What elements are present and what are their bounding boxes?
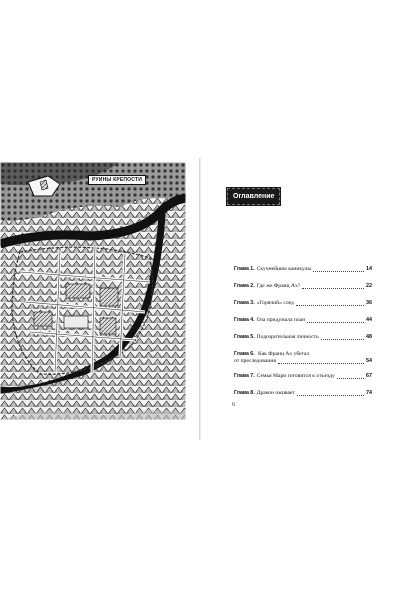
toc-leader-dots [337, 377, 364, 379]
toc-entry-chapter-2[interactable] [234, 283, 372, 300]
toc-page-number: 22 [366, 283, 372, 289]
page-number: 6 [232, 402, 235, 408]
toc-entry-chapter-4[interactable] [234, 317, 372, 334]
toc-chapter-label: Глава 4. [234, 317, 255, 323]
toc-chapter-label: Глава 7. [234, 373, 255, 379]
toc-page-number: 74 [366, 390, 372, 396]
toc-leader-dots [313, 270, 364, 272]
toc-chapter-title-continued: от преследования [234, 358, 276, 364]
toc-entry-chapter-8[interactable] [234, 390, 372, 407]
toc-heading: Оглавление [227, 188, 280, 205]
toc-chapter-title: «Горячий» след [256, 300, 294, 306]
toc-page-number: 44 [366, 317, 372, 323]
toc-entry-chapter-6[interactable] [234, 351, 372, 373]
toc-chapter-title: Скучнейшие каникулы [256, 266, 312, 272]
toc-leader-dots [302, 287, 364, 289]
toc-entry-chapter-7[interactable] [234, 373, 372, 390]
toc-chapter-title: Оза придумала план [256, 317, 306, 323]
toc-page-number: 67 [366, 373, 372, 379]
toc-entry-chapter-1[interactable] [234, 266, 372, 283]
toc-entry-chapter-3[interactable] [234, 300, 372, 317]
toc-leader-dots [321, 338, 364, 340]
toc-entry-chapter-5[interactable] [234, 334, 372, 351]
toc-chapter-label: Глава 1. [234, 266, 255, 272]
left-page [0, 158, 200, 440]
toc-leader-dots [278, 362, 364, 364]
toc-chapter-title: Семья Мари готовится к отъезду [256, 373, 335, 379]
town-map-illustration [0, 162, 186, 420]
toc-chapter-label: Глава 3. [234, 300, 255, 306]
toc-chapter-title: Как Франц Ах убегал [258, 351, 310, 357]
toc-chapter-label: Глава 8. [234, 390, 255, 396]
toc-chapter-title: Где же Франц Ах? [256, 283, 301, 289]
toc-leader-dots [307, 321, 364, 323]
book-spread [0, 158, 400, 440]
toc-page-number: 14 [366, 266, 372, 272]
toc-page-number: 48 [366, 334, 372, 340]
toc-leader-dots [296, 304, 364, 306]
toc-chapter-label: Глава 6. [234, 351, 255, 357]
table-of-contents [234, 266, 372, 407]
toc-page-number: 36 [366, 300, 372, 306]
toc-chapter-label: Глава 5. [234, 334, 255, 340]
toc-page-number: 54 [366, 358, 372, 364]
toc-chapter-title: Дракон оживает [256, 390, 295, 396]
toc-chapter-label: Глава 2. [234, 283, 255, 289]
toc-chapter-title: Подозрительная личность [256, 334, 319, 340]
map-label-fortress-ruins: РУИНЫ КРЕПОСТИ [88, 175, 146, 185]
toc-leader-dots [297, 394, 364, 396]
